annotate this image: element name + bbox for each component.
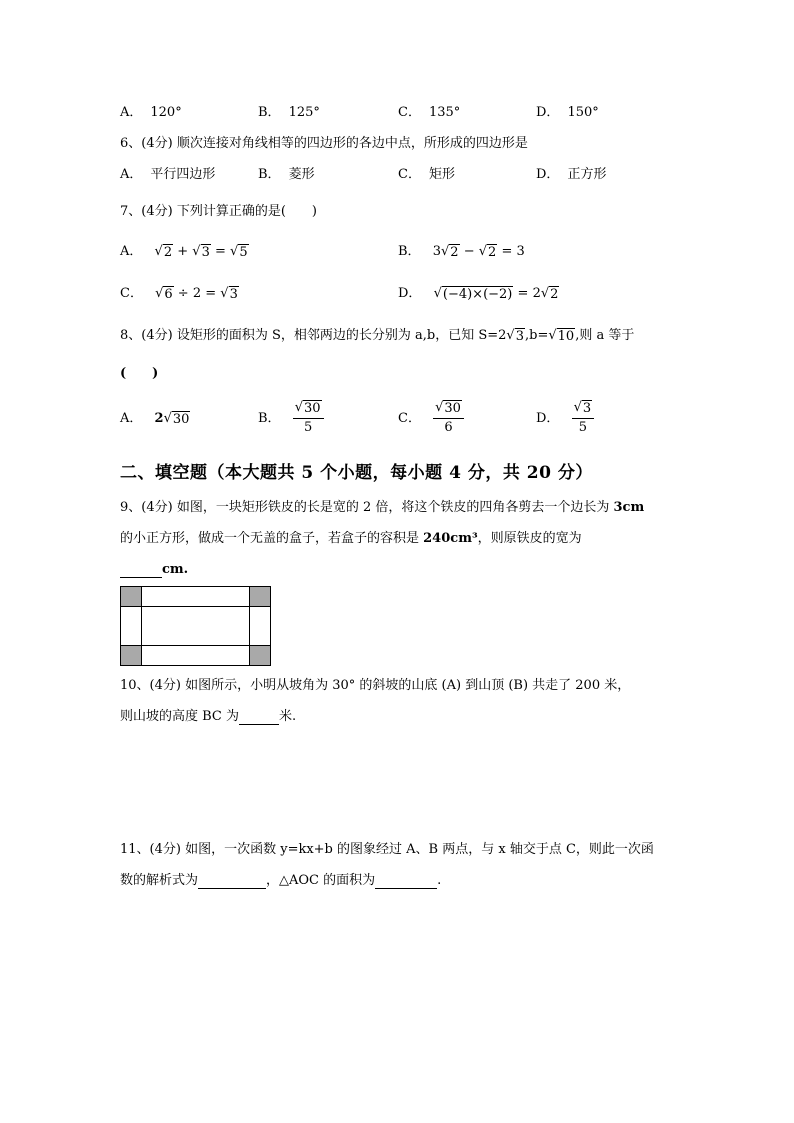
corner-square: [250, 587, 271, 607]
sqrt-expression: √ 30: [163, 411, 190, 427]
fraction: √ 30 5: [293, 400, 324, 436]
fraction: √ 30 6: [433, 400, 464, 436]
q7-option-c: C． √ 6 ÷ 2 = √ 3: [120, 286, 238, 302]
q11-line1: 11、(4分) 如图，一次函数 y=kx+b 的图象经过 A、B 两点，与 x 轴交于点 C，则此一次函: [120, 842, 654, 857]
q7-option-b: B． 3√ 2 − √ 2 = 3: [398, 244, 525, 260]
option-label: C．: [120, 286, 143, 301]
q6-option-c: [398, 167, 455, 183]
sqrt-expression: √ 2: [154, 244, 173, 260]
option-label: D．: [536, 410, 560, 426]
sqrt-expression: √ 5: [230, 244, 248, 260]
q7-option-a: A． √ 2 + √ 3 = √ 5: [120, 244, 248, 260]
q6-option-a: [120, 167, 215, 183]
option-label: D．: [536, 105, 560, 120]
option-label: A．: [120, 244, 143, 259]
fraction: √ 3 5: [572, 400, 595, 436]
option-label: B．: [398, 244, 421, 259]
q5-option-c: [398, 105, 460, 121]
corner-square: [121, 646, 142, 666]
option-label: C．: [398, 167, 421, 182]
sqrt-expression: √ 2: [540, 286, 559, 302]
option-label: B．: [258, 167, 281, 182]
option-text: 125°: [288, 105, 320, 120]
q10-line2: 则山坡的高度 BC 为 米.: [120, 709, 297, 724]
option-text: 矩形: [428, 167, 455, 182]
sqrt-expression: √ 10: [548, 328, 575, 344]
option-text: 135°: [428, 105, 461, 120]
sqrt-expression: √ 6: [155, 286, 173, 302]
q5-option-b: [258, 105, 320, 121]
corner-square: [250, 646, 271, 666]
q7-stem: 7、(4分) 下列计算正确的是( ): [120, 204, 317, 219]
sqrt-expression: √ 2: [478, 244, 497, 260]
q8-option-c: [398, 400, 464, 436]
q6-option-b: [258, 167, 315, 183]
sqrt-expression: √ 3: [192, 244, 210, 260]
option-text: 菱形: [288, 167, 315, 182]
sqrt-expression: √ 2: [440, 244, 459, 260]
option-text: 正方形: [567, 167, 607, 182]
option-label: A．: [120, 167, 143, 182]
q7-option-d: D． √ (−4)×(−2) = 2√ 2: [398, 286, 559, 302]
option-label: C．: [398, 105, 421, 120]
sqrt-expression: √ (−4)×(−2): [433, 286, 513, 302]
sheet-outline: [121, 587, 271, 666]
q11-line2: 数的解析式为 ，△AOC 的面积为 .: [120, 873, 442, 888]
q8-option-a: A． 2√ 30: [120, 411, 190, 427]
answer-blank[interactable]: [120, 563, 162, 578]
option-label: C．: [398, 410, 421, 426]
q8-option-b: [258, 400, 324, 436]
q5-option-a: [120, 105, 182, 121]
option-label: D．: [398, 286, 422, 301]
answer-blank[interactable]: [198, 874, 266, 889]
q8-option-d: [536, 400, 594, 436]
answer-blank[interactable]: [239, 710, 279, 725]
q9-line3: cm.: [120, 562, 188, 578]
q10-line1: 10、(4分) 如图所示，小明从坡角为 30° 的斜坡的山底 (A) 到山顶 (B) 共走了 200 米，: [120, 678, 631, 693]
option-label: D．: [536, 167, 560, 182]
q9-line2: 的小正方形，做成一个无盖的盒子，若盒子的容积是 240cm³，则原铁皮的宽为: [120, 531, 582, 546]
answer-blank[interactable]: [375, 874, 437, 889]
section-title: 二、填空题（本大题共 5 个小题，每小题 4 分，共 20 分）: [120, 463, 593, 483]
q6-stem: 6、(4分) 顺次连接对角线相等的四边形的各边中点，所形成的四边形是: [120, 136, 528, 151]
q5-option-d: [536, 105, 599, 121]
option-text: 120°: [150, 105, 182, 120]
corner-square: [121, 587, 142, 607]
sqrt-expression: √ 3: [506, 328, 524, 344]
q9-figure: [120, 586, 272, 666]
option-label: B．: [258, 105, 281, 120]
sqrt-expression: √ 3: [220, 286, 238, 302]
q6-option-d: [536, 167, 606, 183]
option-label: A．: [120, 411, 143, 426]
option-label: A．: [120, 105, 143, 120]
option-text: 150°: [567, 105, 599, 120]
option-label: B．: [258, 410, 281, 426]
q8-stem: 8、(4分) 设矩形的面积为 S，相邻两边的长分别为 a,b，已知 S=2√ 3 ,b=√ 10 ,则 a 等于: [120, 328, 635, 344]
q8-paren: ( ): [120, 366, 159, 381]
q9-line1: 9、(4分) 如图，一块矩形铁皮的长是宽的 2 倍，将这个铁皮的四角各剪去一个边长为 3cm: [120, 500, 645, 515]
option-text: 平行四边形: [150, 167, 216, 182]
